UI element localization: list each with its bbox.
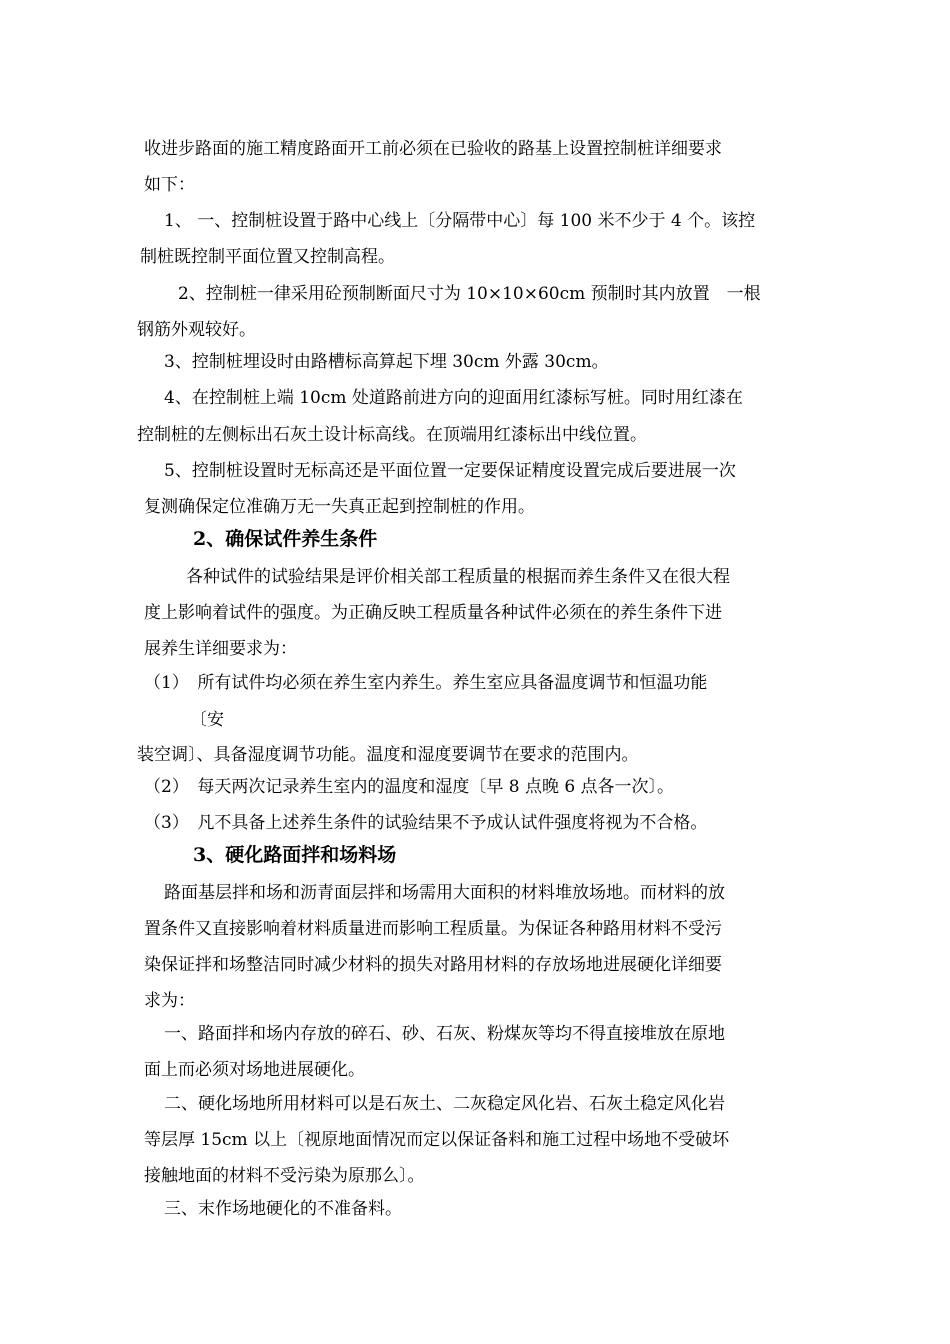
text-line: 三、末作场地硬化的不准备料。: [164, 1199, 402, 1219]
section-heading: 3、硬化路面拌和场料场: [193, 844, 397, 866]
section-heading: 2、确保试件养生条件: [193, 528, 378, 550]
text-line: 如下：: [144, 175, 195, 195]
text-line: 5、控制桩设置时无标高还是平面位置一定要保证精度设置完成后要进展一次: [164, 461, 736, 481]
text-line: 复测确保定位准确万无一失真正起到控制桩的作用。: [144, 497, 535, 517]
text-line: 〔安: [190, 710, 224, 730]
text-line: （2） 每天两次记录养生室内的温度和湿度〔早 8 点晚 6 点各一次〕。: [144, 777, 675, 797]
text-line: 控制桩的左侧标出石灰土设计标高线。在顶端用红漆标出中线位置。: [137, 425, 647, 445]
text-line: 求为：: [144, 991, 195, 1011]
text-line: 染保证拌和场整洁同时减少材料的损失对路用材料的存放场地进展硬化详细要: [144, 955, 722, 975]
text-line: 制桩既控制平面位置又控制高程。: [140, 247, 395, 267]
text-line: 各种试件的试验结果是评价相关部工程质量的根据而养生条件又在很大程: [186, 567, 730, 587]
text-line: 置条件又直接影响着材料质量进而影响工程质量。为保证各种路用材料不受污: [144, 919, 722, 939]
text-line: 钢筋外观较好。: [137, 320, 256, 340]
text-line: 接触地面的材料不受污染为原那么〕。: [144, 1166, 425, 1186]
text-line: 路面基层拌和场和沥青面层拌和场需用大面积的材料堆放场地。而材料的放: [164, 883, 725, 903]
text-line: 度上影响着试件的强度。为正确反映工程质量各种试件必须在的养生条件下进: [144, 603, 722, 623]
text-line: 一、路面拌和场内存放的碎石、砂、石灰、粉煤灰等均不得直接堆放在原地: [164, 1024, 725, 1044]
text-line: 装空调〕、具备湿度调节功能。温度和湿度要调节在要求的范围内。: [137, 745, 639, 765]
text-line: 展养生详细要求为：: [144, 639, 297, 659]
text-line: 4、在控制桩上端 10cm 处道路前进方向的迎面用红漆标写桩。同时用红漆在: [164, 388, 743, 408]
text-line: 1、 一、控制桩设置于路中心线上〔分隔带中心〕每 100 米不少于 4 个。该控: [164, 211, 756, 231]
text-line: 等层厚 15cm 以上〔视原地面情况而定以保证备料和施工过程中场地不受破坏: [144, 1130, 730, 1150]
text-line: 2、控制桩一律采用砼预制断面尺寸为 10×10×60cm 预制时其内放置 一根: [178, 284, 761, 304]
text-line: 3、控制桩埋设时由路槽标高算起下埋 30cm 外露 30cm。: [164, 352, 609, 372]
text-line: 面上而必须对场地进展硬化。: [144, 1060, 365, 1080]
text-line: （1） 所有试件均必须在养生室内养生。养生室应具备温度调节和恒温功能: [144, 673, 708, 693]
text-line: 收进步路面的施工精度路面开工前必须在已验收的路基上设置控制桩详细要求: [144, 139, 722, 159]
text-line: 二、硬化场地所用材料可以是石灰土、二灰稳定风化岩、石灰土稳定风化岩: [164, 1094, 725, 1114]
text-line: （3） 凡不具备上述养生条件的试验结果不予成认试件强度将视为不合格。: [144, 813, 708, 833]
